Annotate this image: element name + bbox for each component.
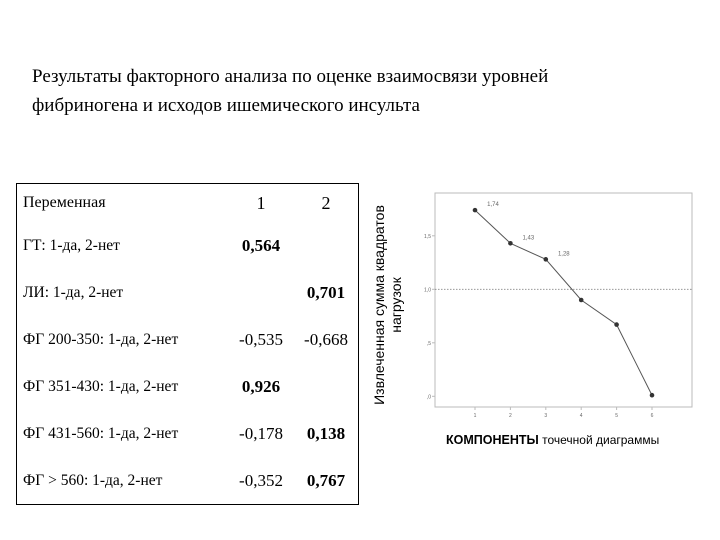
chart-y-axis-label-line-2: нагрузок (388, 277, 404, 333)
slide-title-line-2: фибриногена и исходов ишемического инсульта (32, 95, 420, 116)
x-tick-label: 4 (579, 413, 583, 419)
variable-cell: ГТ: 1-да, 2-нет (17, 222, 229, 269)
data-point (650, 393, 655, 398)
variable-cell: ЛИ: 1-да, 2-нет (17, 269, 229, 316)
scree-plot (415, 185, 700, 425)
data-point (508, 241, 513, 246)
factor-1-cell (228, 269, 294, 316)
factor-2-cell: 0,138 (294, 410, 359, 457)
data-label: 1,28 (557, 251, 570, 258)
chart-x-axis-label (446, 433, 659, 447)
factor-2-cell: 0,767 (294, 457, 359, 505)
data-label: 1,74 (487, 202, 499, 209)
y-tick-label: 1,0 (424, 287, 431, 294)
x-tick-label: 1 (473, 413, 477, 419)
variable-cell: ФГ > 560: 1-да, 2-нет (17, 457, 229, 505)
factor-2-cell: -0,668 (294, 316, 359, 363)
factor-2-cell: 0,701 (294, 269, 359, 316)
data-point (614, 322, 619, 327)
slide-title (32, 62, 702, 120)
table-row (17, 269, 359, 316)
variable-cell: ФГ 351-430: 1-да, 2-нет (17, 363, 229, 410)
factor-1-cell: 0,926 (241, 376, 281, 396)
data-label: 1,43 (522, 235, 535, 242)
variable-cell: ФГ 431-560: 1-да, 2-нет (17, 410, 229, 457)
x-tick-label: 6 (650, 413, 654, 419)
factor-loadings-table (16, 183, 359, 505)
table-header-row (17, 184, 359, 223)
header-factor-1: 1 (228, 184, 294, 223)
plot-frame (435, 193, 692, 407)
chart-y-axis-label-text (371, 205, 405, 405)
x-tick-label: 2 (509, 413, 512, 419)
chart-x-axis-label-bold: КОМПОНЕНТЫ (446, 433, 539, 447)
factor-1-cell: 0,564 (241, 235, 281, 255)
table-row (17, 222, 359, 269)
factor-2-cell (294, 363, 359, 410)
chart-y-axis-label-line-1: Извлеченная сумма квадратов (371, 205, 387, 405)
factor-1-cell: -0,535 (239, 329, 283, 349)
series-line (475, 210, 652, 395)
y-tick-label: 1,5 (424, 233, 431, 240)
y-tick-label: ,0 (426, 394, 431, 401)
table-body (17, 222, 359, 505)
factor-2-cell (294, 222, 359, 269)
table-row (17, 363, 359, 410)
header-variable: Переменная (17, 184, 229, 223)
header-factor-2: 2 (294, 184, 359, 223)
variable-cell: ФГ 200-350: 1-да, 2-нет (17, 316, 229, 363)
data-point (544, 257, 549, 262)
chart-y-axis-label (365, 185, 411, 425)
table-row (17, 457, 359, 505)
table-row (17, 316, 359, 363)
data-point (473, 208, 478, 213)
x-tick-label: 5 (615, 413, 618, 419)
data-point (579, 298, 584, 303)
chart-x-axis-label-rest: точечной диаграммы (542, 433, 660, 447)
slide-title-line-1: Результаты факторного анализа по оценке взаимосвязи уровней (32, 66, 549, 87)
table-row (17, 410, 359, 457)
factor-1-cell: -0,178 (239, 423, 283, 443)
factor-1-cell: -0,352 (228, 457, 294, 505)
x-tick-label: 3 (544, 413, 548, 419)
y-tick-label: ,5 (426, 340, 431, 347)
